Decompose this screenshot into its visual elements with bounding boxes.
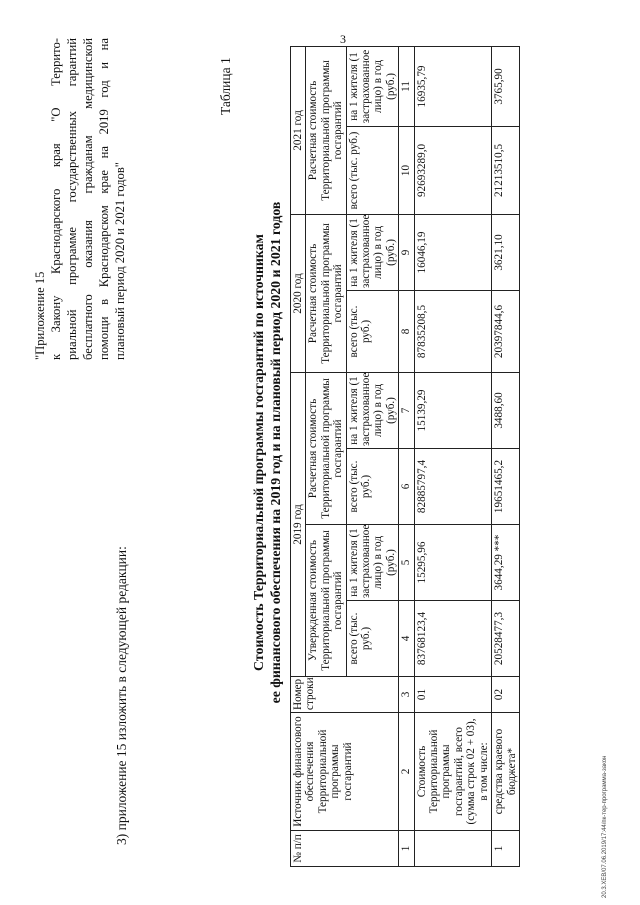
column-number: 7	[399, 372, 414, 448]
row-index: 1	[492, 831, 520, 867]
column-number: 11	[399, 46, 414, 126]
value-cell: 19651465,2	[492, 449, 520, 525]
value-cell: 92693289,0	[414, 126, 491, 214]
annex-line: помощи в Краснодарском крае на 2019 год и на	[97, 38, 111, 360]
column-number: 1	[399, 831, 414, 867]
title-line-1: Стоимость Территориальной программы госгарантий по источникам	[251, 234, 266, 671]
header-approved-cost: Утвержденная стоимость Территориальной программы госгарантий	[306, 525, 346, 677]
header-year-2021: 2021 год	[291, 46, 306, 214]
column-number: 2	[399, 713, 414, 831]
value-cell: 20397844,6	[492, 290, 520, 372]
header-per-capita: на 1 жителя (1 застрахованное лицо) в год (руб.)	[346, 214, 399, 290]
header-year-2019: 2019 год	[291, 372, 306, 676]
annex-line: риальной программе государственных гарантий	[65, 38, 79, 360]
value-cell: 15295,96	[414, 525, 491, 601]
value-cell: 16935,79	[414, 46, 491, 126]
header-per-capita: на 1 жителя (1 застрахованное лицо) в год (руб.)	[346, 372, 399, 448]
page-number: 3	[340, 32, 346, 46]
value-cell: 21213510,5	[492, 126, 520, 214]
header-row-years	[291, 46, 306, 866]
column-number: 6	[399, 449, 414, 525]
header-per-capita: на 1 жителя (1 застрахованное лицо) в год (руб.)	[346, 525, 399, 601]
table-row	[414, 46, 491, 866]
header-total: всего (тыс. руб.)	[346, 601, 399, 677]
annex-line: "Приложение 15	[33, 271, 47, 360]
column-number: 9	[399, 214, 414, 290]
header-calc-cost-2020: Расчетная стоимость Территориальной программы госгарантий	[306, 214, 346, 372]
header-per-capita: на 1 жителя (1 застрахованное лицо) в год (руб.)	[346, 46, 399, 126]
header-calc-cost-2021: Расчетная стоимость Территориальной программы госгарантий	[306, 46, 346, 214]
column-number: 4	[399, 601, 414, 677]
value-cell: 20528477,3	[492, 601, 520, 677]
annex-heading	[32, 38, 128, 360]
value-cell: 3621,10	[492, 214, 520, 290]
row-index	[414, 831, 491, 867]
header-calc-cost-2019: Расчетная стоимость Территориальной программы госгарантий	[306, 372, 346, 524]
table-row	[492, 46, 520, 866]
header-total: всего (тыс. руб.)	[346, 449, 399, 525]
annex-line: плановый период 2020 и 2021 годов"	[113, 162, 127, 360]
value-cell: 15139,29	[414, 372, 491, 448]
column-number: 5	[399, 525, 414, 601]
column-number-row	[399, 46, 414, 866]
column-number: 8	[399, 290, 414, 372]
annex-line: к Закону Краснодарского края "О Террито-	[49, 38, 63, 360]
value-cell: 87835208,5	[414, 290, 491, 372]
header-row-number: Номер строки	[291, 677, 399, 713]
row-number: 02	[492, 677, 520, 713]
footer-stamp: 20.3.ХЕВ/07.06.2019/17:44/пк-тер-программа-закон	[602, 755, 608, 898]
intro-line: 3) приложение 15 изложить в следующей редакции:	[114, 546, 129, 845]
value-cell: 82885797,4	[414, 449, 491, 525]
row-source: Стоимость Территориальной программы госгарантий, всего (сумма строк 02 + 03), в том числе:	[414, 713, 491, 831]
row-number: 01	[414, 677, 491, 713]
annex-line: бесплатного оказания гражданам медицинской	[81, 38, 95, 360]
header-source: Источник финансового обеспечения Территориальной программы госгарантий	[291, 713, 399, 831]
value-cell: 3765,90	[492, 46, 520, 126]
cost-table	[290, 46, 520, 867]
column-number: 10	[399, 126, 414, 214]
header-total: всего (тыс. руб.)	[346, 290, 399, 372]
value-cell: 3644,29 ***	[492, 525, 520, 601]
header-no: № п/п	[291, 831, 399, 867]
header-total: всего (тыс. руб.)	[346, 126, 399, 214]
value-cell: 83768123,4	[414, 601, 491, 677]
column-number: 3	[399, 677, 414, 713]
value-cell: 3488,60	[492, 372, 520, 448]
row-source: средства краевого бюджета*	[492, 713, 520, 831]
header-year-2020: 2020 год	[291, 214, 306, 372]
value-cell: 16046,19	[414, 214, 491, 290]
table-label: Таблица 1	[218, 57, 233, 115]
title-line-2: ее финансового обеспечения на 2019 год и на плановый период 2020 и 2021 годов	[268, 201, 283, 704]
